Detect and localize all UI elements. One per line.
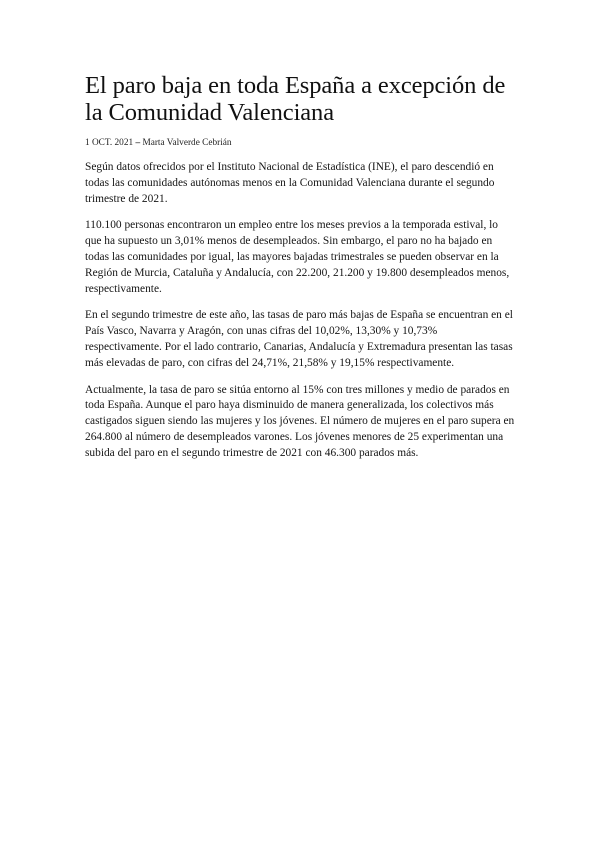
article-author: Marta Valverde Cebrián (142, 138, 232, 148)
article-title: El paro baja en toda España a excepción de la Comunidad Valenciana (85, 72, 506, 126)
article-byline (85, 137, 515, 149)
article-date: 1 OCT. 2021 (85, 138, 134, 148)
article-paragraph-4: Actualmente, la tasa de paro se sitúa entorno al 15% con tres millones y medio de parados en toda España. Aunque el paro haya disminuido de manera generalizada, los colectivos más castigados siguen siendo las mujeres y los jóvenes. El número de mujeres en el paro supera en 264.800 al número de desempleados varones. Los jóvenes menores de 25 experimentan una subida del paro en el segundo trimestre de 2021 con 46.300 parados más. (85, 383, 515, 459)
article (85, 72, 515, 462)
byline-separator: – (135, 138, 141, 148)
article-paragraph-3: En el segundo trimestre de este año, las tasas de paro más bajas de España se encuentran en el País Vasco, Navarra y Aragón, con unas cifras del 10,02%, 13,30% y 10,73% respectivamente. Por el lado contrario, Canarias, Andalucía y Extremadura presentan las tasas más elevadas de paro, con cifras del 24,71%, 21,58% y 19,15% respectivamente. (85, 309, 513, 369)
article-paragraph-1: Según datos ofrecidos por el Instituto Nacional de Estadística (INE), el paro descendió en todas las comunidades autónomas menos en la Comunidad Valenciana durante el segundo trimestre de 2021. (85, 161, 495, 205)
article-paragraph-2: 110.100 personas encontraron un empleo entre los meses previos a la temporada estival, lo que ha supuesto un 3,01% menos de desempleados. Sin embargo, el paro no ha bajado en todas las comunidades por igual, las mayores bajadas trimestrales se pueden observar en la Región de Murcia, Cataluña y Andalucía, con 22.200, 21.200 y 19.800 desempleados menos, respectivamente. (85, 219, 510, 295)
